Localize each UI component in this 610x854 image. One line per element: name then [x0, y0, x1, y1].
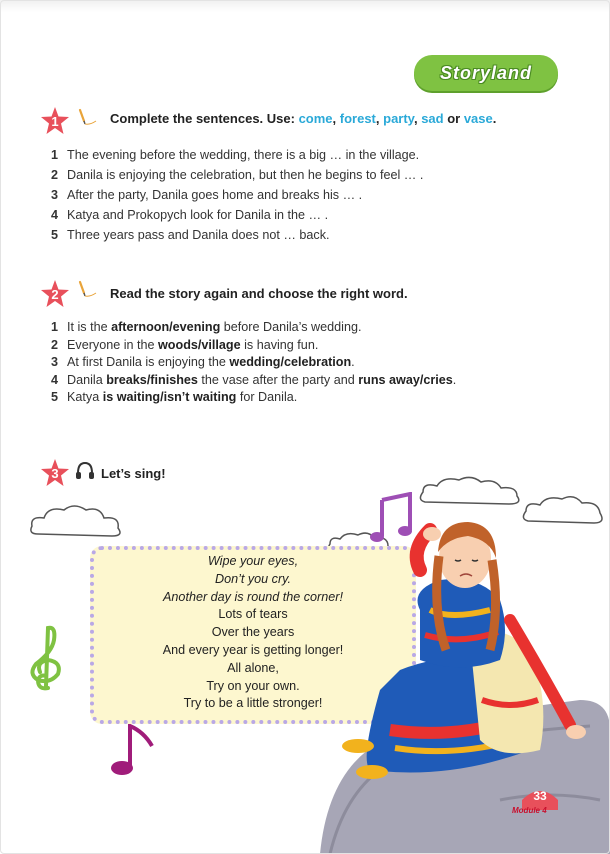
list-item: 3 At first Danila is enjoying the wedding/celebration.	[51, 355, 355, 369]
pencil-icon	[76, 280, 98, 300]
footer-logo: Module 4	[512, 806, 547, 815]
list-item: 2 Danila is enjoying the celebration, but then he begins to feel … .	[51, 168, 424, 182]
section-badge	[414, 55, 558, 91]
exercise-1-instruction: Complete the sentences. Use: come, forest, party, sad or vase.	[110, 111, 497, 126]
girl-on-rock-illustration	[300, 500, 610, 854]
song-line: All alone,	[227, 660, 279, 675]
word-party: party	[383, 111, 414, 126]
list-item: 2 Everyone in the woods/village is having fun.	[51, 337, 319, 352]
pencil-icon	[76, 108, 98, 128]
list-item: 5 Katya is waiting/isn’t waiting for Danila.	[51, 390, 298, 404]
list-item: 4 Danila breaks/finishes the vase after the party and runs away/cries.	[51, 372, 457, 387]
list-item: 1 The evening before the wedding, there is a big … in the village.	[51, 148, 420, 162]
song-line: Lots of tears	[218, 607, 288, 622]
song-line: Over the years	[211, 625, 295, 640]
list-item: 1 It is the afternoon/evening before Danila’s wedding.	[51, 320, 362, 334]
song-line: Wipe your eyes,	[207, 554, 299, 568]
exercise-2-star	[40, 279, 70, 309]
word-sad: sad	[421, 111, 444, 126]
music-note-icon	[104, 722, 160, 778]
exercise-2-number: 2	[51, 287, 59, 302]
song-line: Try to be a little stronger!	[183, 696, 323, 711]
song-line: Try on your own.	[206, 678, 300, 693]
page-number: 33	[533, 789, 547, 803]
song-line: Don’t you cry.	[214, 571, 292, 586]
exercise-2-items	[51, 319, 456, 407]
cloud-icon	[28, 502, 128, 542]
word-come: come	[298, 111, 333, 126]
word-forest: forest	[339, 111, 376, 126]
exercise-3-number: 3	[51, 466, 59, 481]
exercise-1-star	[40, 106, 70, 136]
song-line: And every year is getting longer!	[162, 642, 344, 657]
headphones-icon	[74, 461, 96, 481]
list-item: 3 After the party, Danila goes home and breaks his … .	[51, 188, 363, 202]
exercise-3-star	[40, 458, 70, 488]
exercise-1-number: 1	[51, 114, 59, 129]
word-vase: vase	[463, 111, 493, 126]
list-item: 5 Three years pass and Danila does not … back.	[51, 228, 330, 242]
song-line: Another day is round the corner!	[163, 589, 343, 604]
exercise-2-instruction: Read the story again and choose the right word.	[110, 286, 408, 301]
exercise-3-instruction: Let’s sing!	[101, 466, 166, 481]
section-badge-label: Storyland	[439, 63, 532, 83]
treble-clef-icon	[24, 622, 70, 692]
exercise-1-sentences	[51, 145, 423, 245]
list-item: 4 Katya and Prokopych look for Danila in the … .	[51, 208, 329, 222]
page-top-shadow	[0, 0, 610, 12]
